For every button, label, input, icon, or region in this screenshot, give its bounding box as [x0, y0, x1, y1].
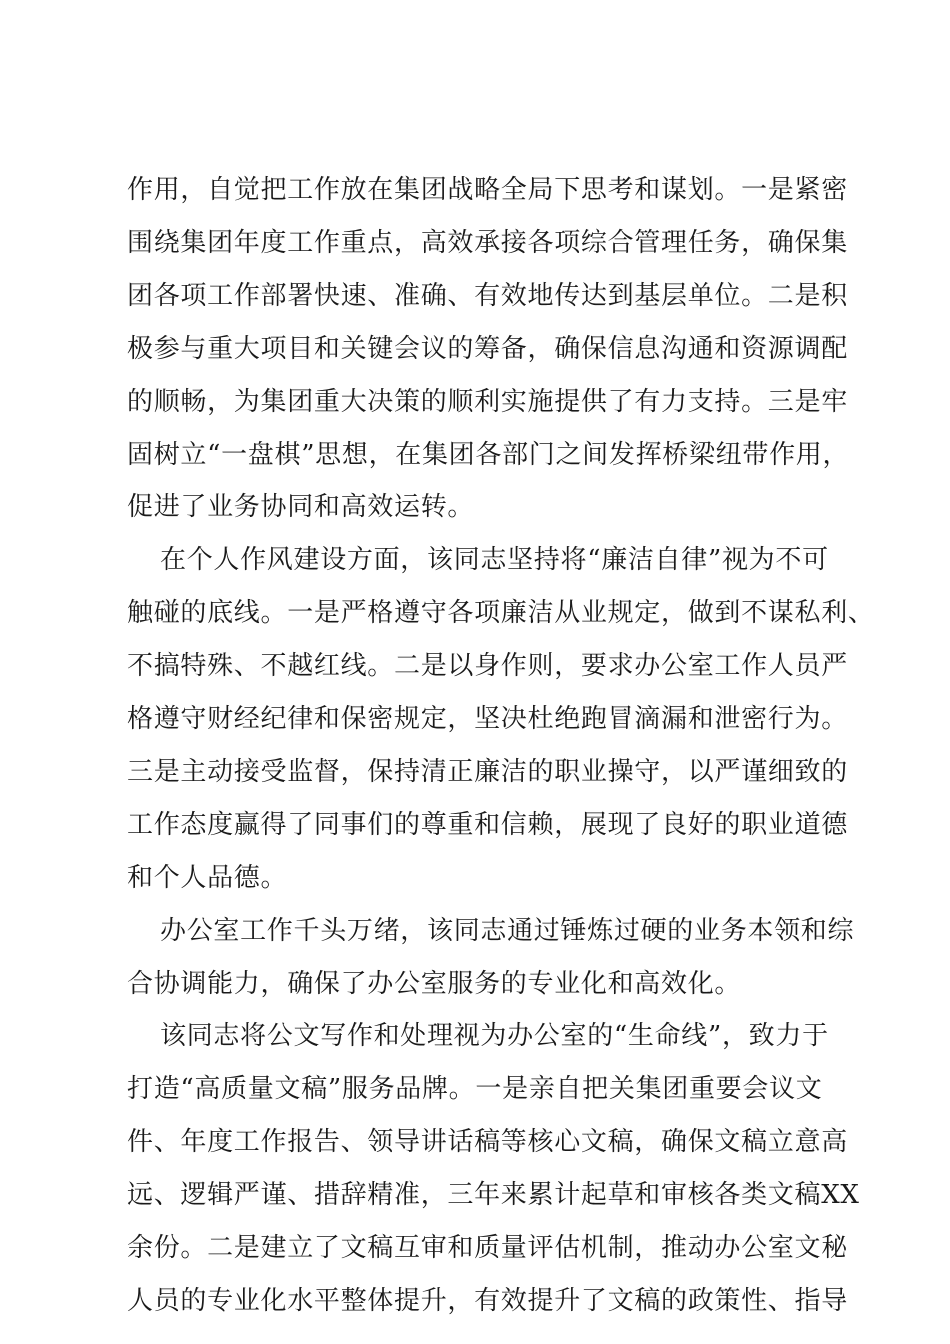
text-line: 作用，自觉把工作放在集团战略全局下思考和谋划。一是紧密 [127, 175, 848, 205]
text-line: 远、逻辑严谨、措辞精准，三年来累计起草和审核各类文稿XX [127, 1180, 860, 1211]
text-line: 不搞特殊、不越红线。二是以身作则，要求办公室工作人员严 [127, 651, 848, 682]
text-line: 人员的专业化水平整体提升，有效提升了文稿的政策性、指导 [127, 1285, 848, 1316]
text-line: 和个人品德。 [127, 862, 288, 893]
text-line: 件、年度工作报告、领导讲话稿等核心文稿，确保文稿立意高 [127, 1127, 848, 1158]
text-line: 触碰的底线。一是严格遵守各项廉洁从业规定，做到不谋私利、 [127, 598, 875, 629]
text-line: 办公室工作千头万绪，该同志通过锤炼过硬的业务本领和综 [160, 915, 855, 946]
text-line: 的顺畅，为集团重大决策的顺利实施提供了有力支持。三是牢 [127, 386, 848, 417]
text-line: 格遵守财经纪律和保密规定，坚决杜绝跑冒滴漏和泄密行为。 [127, 704, 848, 734]
text-line: 余份。二是建立了文稿互审和质量评估机制，推动办公室文秘 [127, 1233, 848, 1263]
text-line: 打造“高质量文稿”服务品牌。一是亲自把关集团重要会议文 [127, 1074, 823, 1105]
text-line: 团各项工作部署快速、准确、有效地传达到基层单位。二是积 [127, 280, 848, 311]
text-line: 合协调能力，确保了办公室服务的专业化和高效化。 [127, 968, 742, 999]
text-line: 工作态度赢得了同事们的尊重和信赖，展现了良好的职业道德 [127, 809, 848, 840]
text-line: 促进了业务协同和高效运转。 [127, 492, 475, 523]
text-line: 在个人作风建设方面，该同志坚持将“廉洁自律”视为不可 [160, 545, 829, 576]
text-line: 该同志将公文写作和处理视为办公室的“生命线”，致力于 [160, 1021, 829, 1052]
text-line: 三是主动接受监督，保持清正廉洁的职业操守，以严谨细致的 [127, 756, 848, 787]
text-line: 围绕集团年度工作重点，高效承接各项综合管理任务，确保集 [127, 227, 848, 258]
text-line: 固树立“一盘棋”思想，在集团各部门之间发挥桥梁纽带作用， [127, 439, 850, 470]
text-line: 极参与重大项目和关键会议的筹备，确保信息沟通和资源调配 [127, 333, 848, 364]
